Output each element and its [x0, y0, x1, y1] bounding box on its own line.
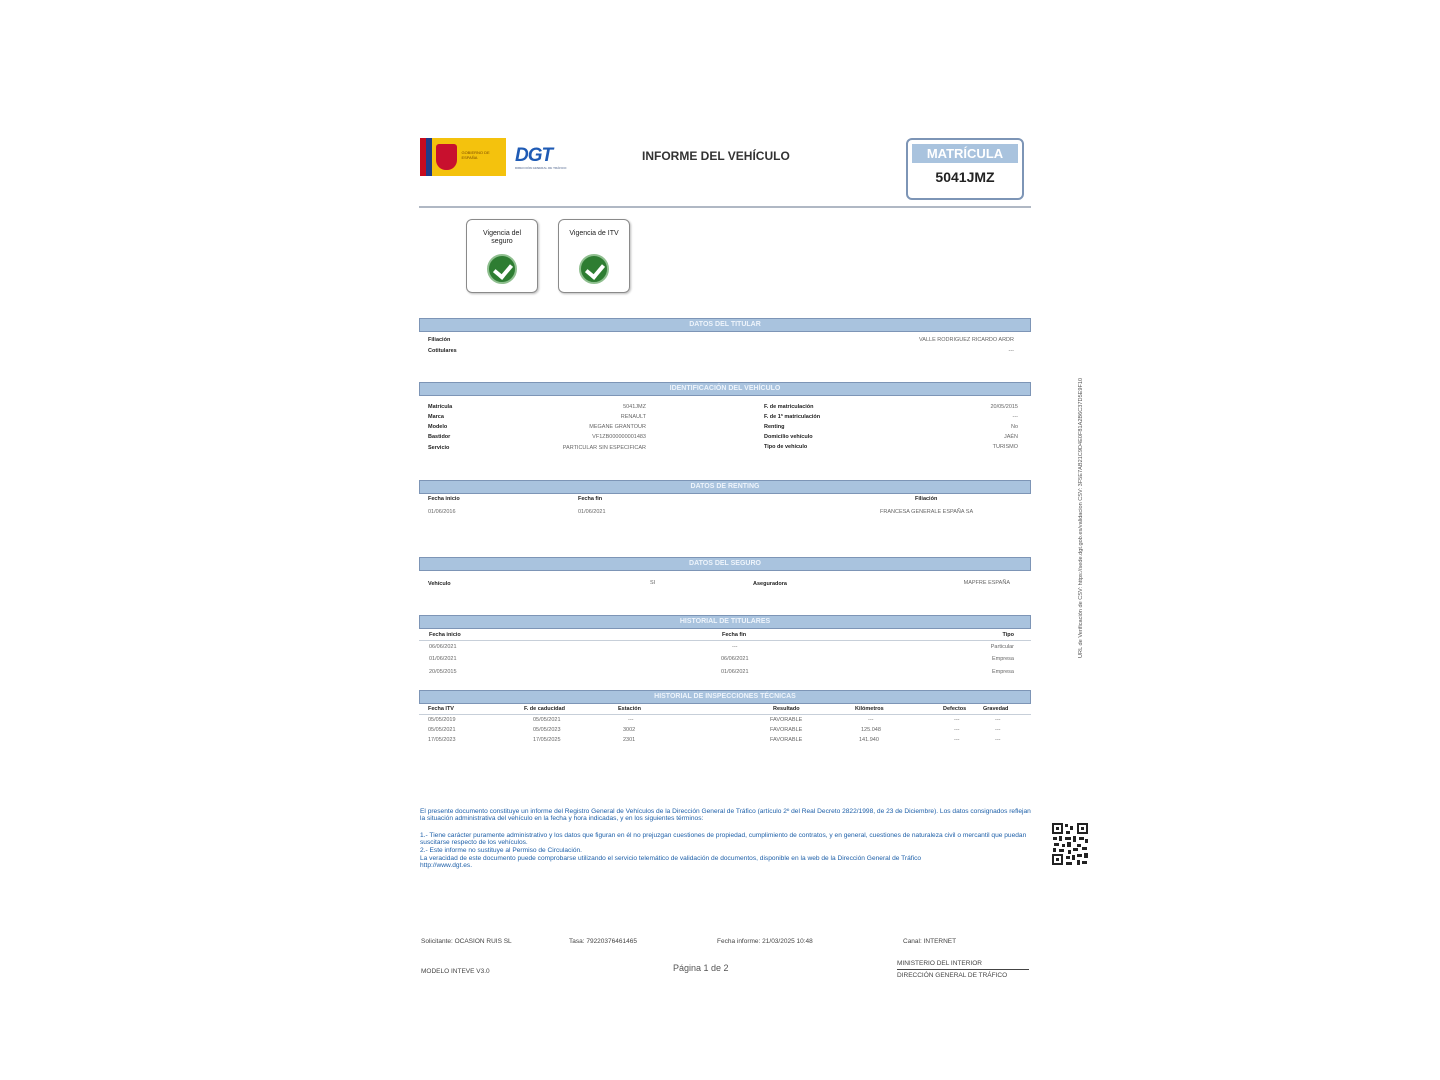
table-cell: FAVORABLE [770, 737, 803, 743]
field-label: Domicilio vehículo [764, 434, 813, 440]
footer-canal: Canal: INTERNET [903, 938, 957, 945]
field-value: 20/05/2015 [990, 404, 1018, 410]
table-cell: 01/06/2021 [721, 669, 749, 675]
table-cell: 125.048 [861, 727, 881, 733]
field-label: Vehículo [428, 581, 451, 587]
cell-value: 01/06/2016 [428, 509, 456, 515]
check-icon [487, 254, 517, 284]
dgt-logo [515, 145, 566, 170]
table-cell: 05/05/2021 [428, 727, 456, 733]
field-value: No [1010, 424, 1018, 430]
column-header: Estación [618, 706, 641, 712]
field-value: PARTICULAR SIN ESPECIFICAR [562, 445, 646, 451]
footer-modelo: MODELO INTEVE V3.0 [421, 968, 490, 975]
table-cell: 05/05/2023 [533, 727, 561, 733]
field-value: 5041JMZ [623, 404, 646, 410]
column-header: Kilómetros [855, 706, 884, 712]
table-cell: --- [954, 737, 960, 743]
column-header: Defectos [943, 706, 967, 712]
table-cell: 141.940 [859, 737, 879, 743]
column-header: F. de caducidad [524, 706, 565, 712]
field-label: Renting [764, 424, 785, 430]
gobierno-logo-text: GOBIERNO DE ESPAÑA [461, 150, 490, 160]
disclaimer-intro: El presente documento constituye un informe del Registro General de Vehículos de la Dirección General de Tráfico (artículo 2º del Real Decreto 2822/1998, de 23 de Diciembre). Los datos consignados reflejan la situación administrativa del vehículo en la fecha y hora indicadas, y en los siguientes términos: [420, 808, 1031, 823]
field-label: Servicio [428, 445, 450, 451]
field-value: VALLE RODRIGUEZ RICARDO ARDR [919, 337, 1014, 343]
coat-of-arms-icon [436, 144, 458, 170]
dgt-logo-subtext: DIRECCIÓN GENERAL DE TRÁFICO [515, 166, 567, 170]
section-header-titular: DATOS DEL TITULAR [419, 318, 1031, 332]
table-cell: --- [954, 727, 960, 733]
table-cell: 17/05/2023 [428, 737, 456, 743]
footer-fecha: Fecha informe: 21/03/2025 10:48 [717, 938, 813, 945]
table-cell: --- [995, 717, 1001, 723]
table-cell: 01/06/2021 [429, 656, 457, 662]
section-header-itv: HISTORIAL DE INSPECCIONES TÉCNICAS [419, 690, 1031, 704]
field-value: JAÉN [1003, 434, 1018, 440]
gobierno-logo [420, 138, 506, 176]
column-header: Fecha fin [578, 496, 603, 502]
column-header: Fecha inicio [428, 496, 460, 502]
disclaimer-item-2: 2.- Este informe no sustituye al Permiso de Circulación. [420, 847, 582, 854]
field-label: F. de 1ª matriculación [764, 414, 821, 420]
field-label: Marca [428, 414, 444, 420]
table-cell: --- [628, 717, 634, 723]
table-cell: 05/05/2021 [533, 717, 561, 723]
table-cell: Empresa [991, 669, 1014, 675]
page-number: Página 1 de 2 [673, 963, 729, 973]
field-label: Bastidor [428, 434, 451, 440]
column-header: Filiación [915, 496, 938, 502]
table-cell: --- [732, 644, 738, 650]
qr-code-icon [1051, 822, 1089, 866]
disclaimer-verification: La veracidad de este documento puede comprobarse utilizando el servicio telemático de validación de documentos, disponible en la web de la Dirección General de Tráfico http://www.dgt.es. [420, 855, 922, 870]
footer-direccion: DIRECCIÓN GENERAL DE TRÁFICO [897, 972, 1008, 979]
insurance-validity-box [466, 219, 538, 293]
field-label: Tipo de vehículo [764, 444, 808, 450]
field-label: Cotitulares [428, 348, 457, 354]
table-cell: Empresa [991, 656, 1014, 662]
field-value: MAPFRE ESPAÑA [963, 580, 1010, 586]
table-cell: --- [954, 717, 960, 723]
column-header: Resultado [773, 706, 800, 712]
field-value: --- [1012, 414, 1018, 420]
footer-solicitante: Solicitante: OCASION RUIS SL [421, 938, 512, 945]
verification-url-text [1078, 148, 1090, 658]
section-header-seguro: DATOS DEL SEGURO [419, 557, 1031, 571]
insurance-validity-label: Vigencia del seguro [482, 230, 521, 245]
field-value: SI [650, 580, 656, 586]
column-header: Tipo [1002, 632, 1014, 638]
field-value: MEGANE GRANTOUR [589, 424, 646, 430]
table-cell: --- [995, 727, 1001, 733]
plate-box [906, 138, 1024, 200]
table-cell: Particular [990, 644, 1014, 650]
table-cell: 05/05/2019 [428, 717, 456, 723]
table-cell: 2301 [623, 737, 636, 743]
field-label: Modelo [428, 424, 448, 430]
field-value: --- [1008, 348, 1014, 354]
table-cell: FAVORABLE [770, 727, 803, 733]
field-label: Filiación [428, 337, 451, 343]
disclaimer-item-1: 1.- Tiene carácter puramente administrativo y los datos que figuran en él no prejuzgan cuestiones de propiedad, cumplimiento de contratos, y en general, cuestiones de naturaleza civil o mercantil que puedan suscitarse respecto de los vehículos. [420, 832, 1027, 847]
section-header-identificacion: IDENTIFICACIÓN DEL VEHÍCULO [419, 382, 1031, 396]
field-value: RENAULT [620, 414, 646, 420]
plate-label: MATRÍCULA [912, 144, 1018, 163]
column-header: Fecha fin [722, 632, 747, 638]
cell-value: 01/06/2021 [578, 509, 606, 515]
cell-value: FRANCESA GENERALE ESPAÑA SA [880, 509, 974, 515]
field-label: Matrícula [428, 404, 453, 410]
column-header: Gravedad [983, 706, 1009, 712]
vehicle-report-page [412, 120, 1038, 1000]
table-cell: 17/05/2025 [533, 737, 561, 743]
field-value: TURISMO [992, 444, 1018, 450]
column-header: Fecha inicio [429, 632, 461, 638]
report-title: INFORME DEL VEHÍCULO [642, 149, 790, 163]
table-cell: 20/05/2015 [429, 669, 457, 675]
section-header-renting: DATOS DE RENTING [419, 480, 1031, 494]
table-cell: --- [995, 737, 1001, 743]
table-cell: 3002 [623, 727, 636, 733]
plate-number: 5041JMZ [935, 169, 995, 185]
section-header-historial: HISTORIAL DE TITULARES [419, 615, 1031, 629]
footer-tasa: Tasa: 79220376461465 [569, 938, 637, 945]
table-cell: 06/06/2021 [721, 656, 749, 662]
header-divider [419, 206, 1031, 208]
column-header: Fecha ITV [428, 706, 454, 712]
itv-validity-box [558, 219, 630, 293]
dgt-logo-text: DGT [515, 145, 553, 166]
itv-validity-label: Vigencia de ITV [569, 230, 619, 237]
table-cell: --- [868, 717, 874, 723]
footer-ministerio: MINISTERIO DEL INTERIOR [897, 960, 982, 967]
table-cell: FAVORABLE [770, 717, 803, 723]
field-label: Aseguradora [753, 581, 787, 587]
verification-url: URL de Verificación de CSV: https://sede.dgt.gob.es/validacion CSV: 3F5E7AB21C9D4E0F81A2B6C37D5E9F10 [1078, 377, 1084, 658]
field-value: VF1ZB000000001483 [592, 434, 646, 440]
check-icon [579, 254, 609, 284]
table-cell: 06/06/2021 [429, 644, 457, 650]
field-label: F. de matriculación [764, 404, 814, 410]
